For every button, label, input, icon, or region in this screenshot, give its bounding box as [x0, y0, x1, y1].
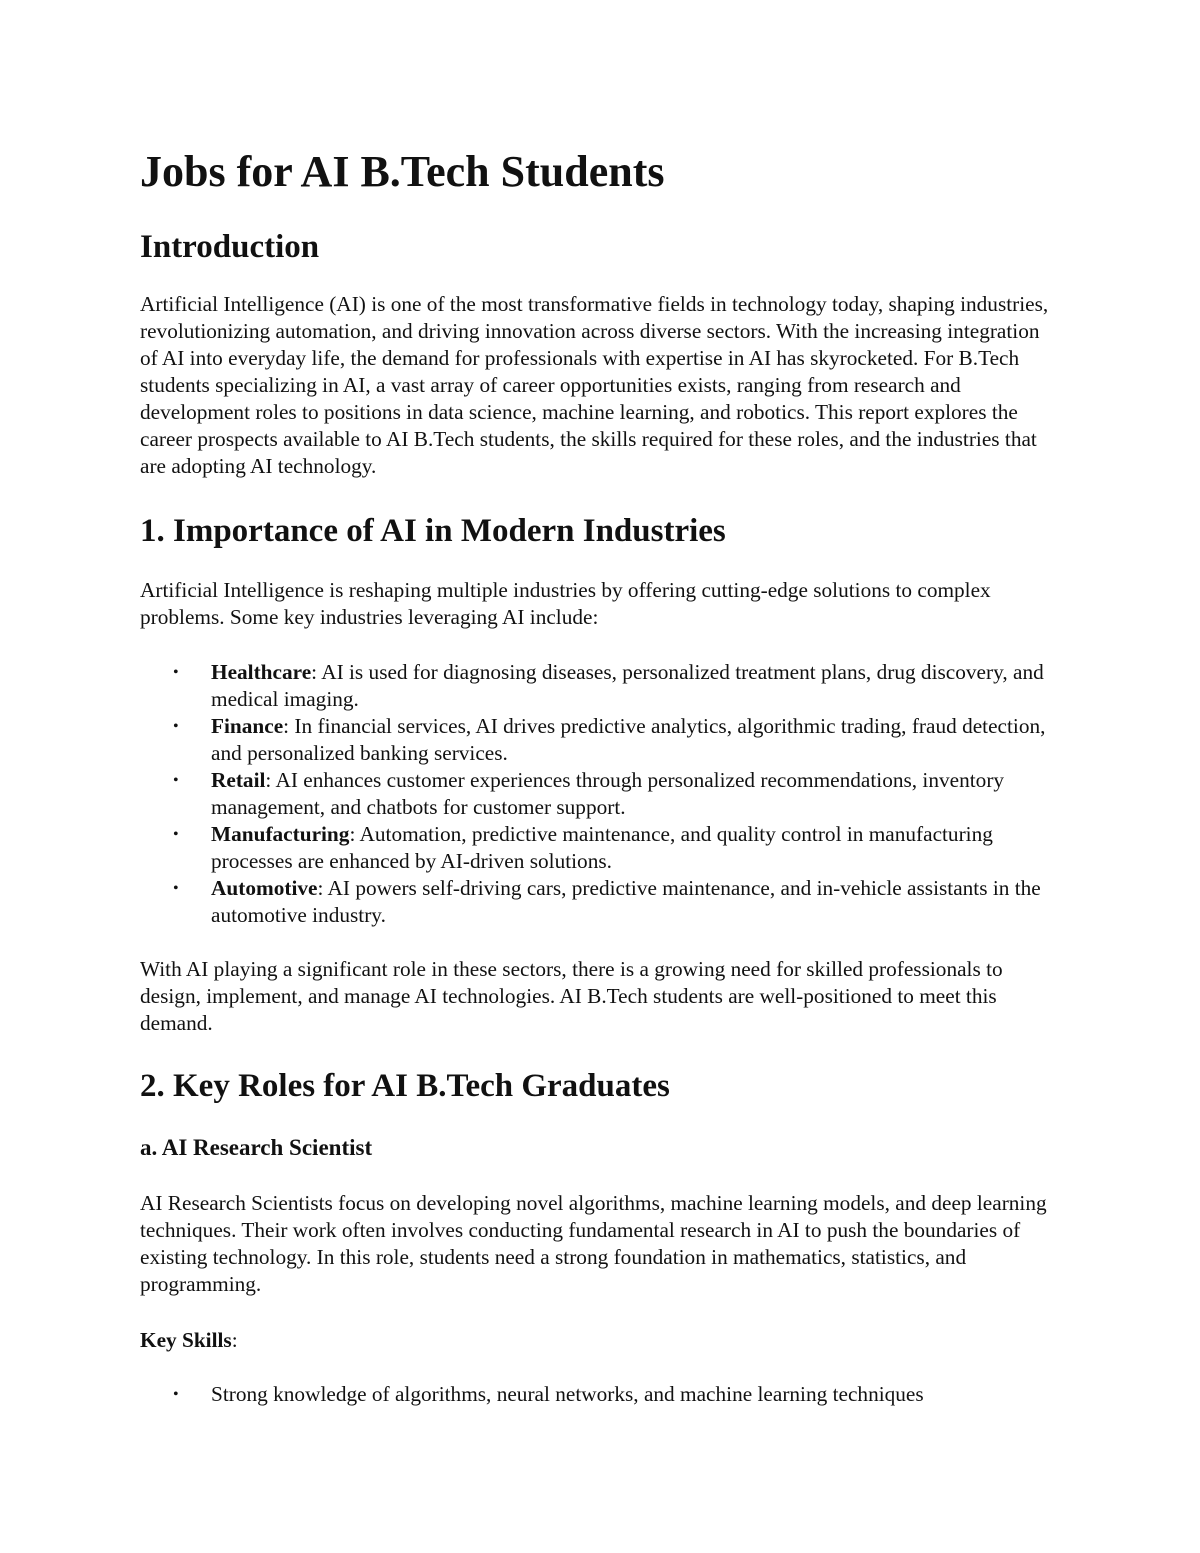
list-item-manufacturing: [140, 821, 1055, 875]
subsection-a-heading: a. AI Research Scientist: [140, 1135, 373, 1160]
subsection-a-paragraph: AI Research Scientists focus on developing novel algorithms, machine learning models, and deep learning techniques. Their work often involves conducting fundamental research in AI to push the boundaries of existing technology. In this role, students need a strong foundation in mathematics, statistics, and programming.: [140, 1191, 1047, 1296]
section-1-outro-paragraph: With AI playing a significant role in these sectors, there is a growing need for skilled professionals to design, implement, and manage AI technologies. AI B.Tech students are well-positioned to meet this demand.: [140, 957, 1003, 1035]
list-item-text: : AI enhances customer experiences through personalized recommendations, inventory management, and chatbots for customer support.: [211, 768, 1005, 819]
industries-list: [140, 659, 1055, 929]
list-item-automotive: [140, 875, 1055, 929]
section-2-heading: 2. Key Roles for AI B.Tech Graduates: [140, 1068, 670, 1104]
bullet-icon: •: [173, 772, 179, 789]
list-item-term: Healthcare: [211, 660, 312, 684]
key-skills-label: [140, 1327, 1055, 1354]
list-item-text: : In financial services, AI drives predictive analytics, algorithmic trading, fraud detection, and personalized banking services.: [211, 714, 1046, 765]
list-item-term: Retail: [211, 768, 266, 792]
list-item-text: : AI is used for diagnosing diseases, personalized treatment plans, drug discovery, and medical imaging.: [211, 660, 1044, 711]
list-item-term: Manufacturing: [211, 822, 350, 846]
section-1-intro-paragraph: Artificial Intelligence is reshaping multiple industries by offering cutting-edge solutions to complex problems. Some key industries leveraging AI include:: [140, 578, 991, 629]
list-item-term: Automotive: [211, 876, 318, 900]
list-item-text: Strong knowledge of algorithms, neural networks, and machine learning techniques: [211, 1382, 924, 1406]
list-item: [140, 1381, 1055, 1408]
section-1-heading: 1. Importance of AI in Modern Industries: [140, 513, 726, 549]
list-item-retail: [140, 767, 1055, 821]
document-title: Jobs for AI B.Tech Students: [140, 147, 665, 196]
bullet-icon: •: [173, 718, 179, 735]
key-skills-colon: :: [231, 1328, 238, 1352]
bullet-icon: •: [173, 880, 179, 897]
introduction-heading: Introduction: [140, 229, 320, 265]
list-item-healthcare: [140, 659, 1055, 713]
bullet-icon: •: [173, 664, 179, 681]
list-item-text: : Automation, predictive maintenance, and quality control in manufacturing processes are enhanced by AI-driven solutions.: [211, 822, 993, 873]
list-item-term: Finance: [211, 714, 284, 738]
bullet-icon: •: [173, 1386, 179, 1403]
key-skills-list: [140, 1381, 1055, 1408]
bullet-icon: •: [173, 826, 179, 843]
list-item-finance: [140, 713, 1055, 767]
introduction-paragraph: Artificial Intelligence (AI) is one of the most transformative fields in technology today, shaping industries, revolutionizing automation, and driving innovation across diverse sectors. With the increasing integration of AI into everyday life, the demand for professionals with expertise in AI has skyrocketed. For B.Tech students specializing in AI, a vast array of career opportunities exists, ranging from research and development roles to positions in data science, machine learning, and robotics. This report explores the career prospects available to AI B.Tech students, the skills required for these roles, and the industries that are adopting AI technology.: [140, 292, 1049, 478]
list-item-text: : AI powers self-driving cars, predictive maintenance, and in-vehicle assistants in the automotive industry.: [211, 876, 1041, 927]
key-skills-label-bold: Key Skills: [140, 1328, 232, 1352]
